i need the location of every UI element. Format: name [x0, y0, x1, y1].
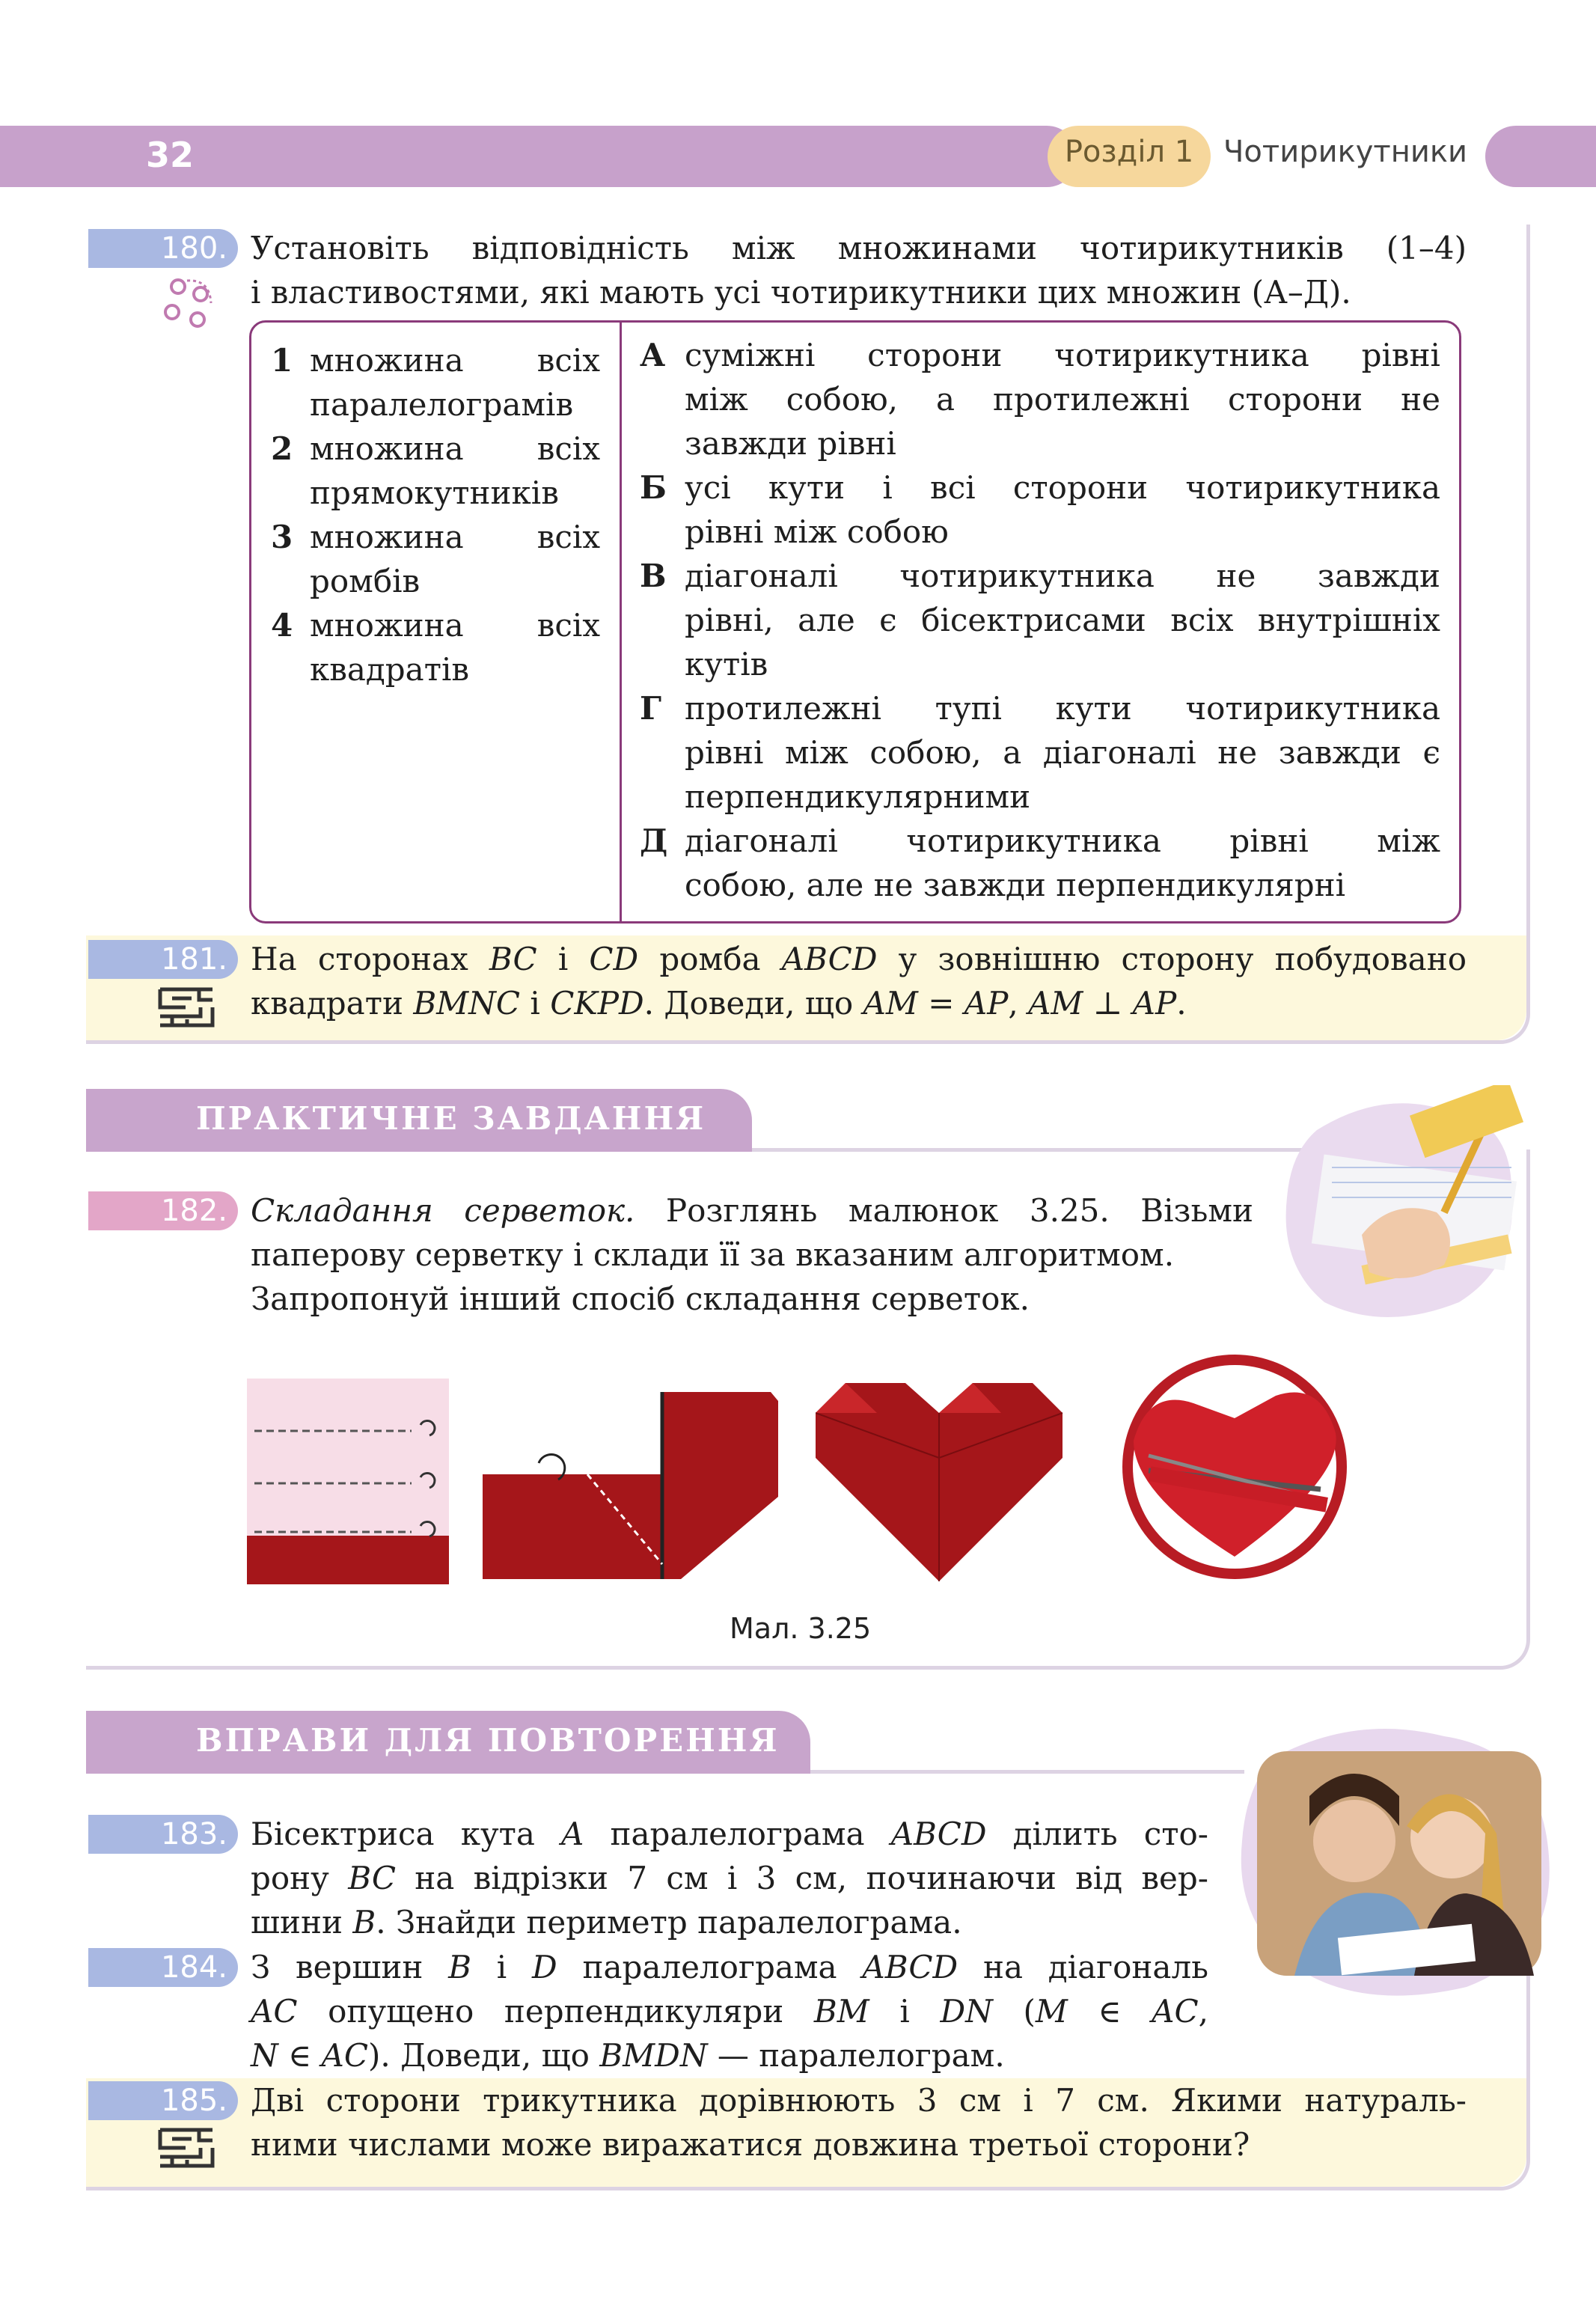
text-run: ). Доведи, що: [368, 2037, 600, 2074]
left-item-line: множина всіх: [310, 607, 600, 644]
right-item-line: між собою, а протилежні сторони не: [685, 381, 1440, 418]
text-run: — паралелограм.: [707, 2037, 1005, 2074]
matching-left-column: [271, 338, 600, 692]
text-run: Бісектриса кута: [251, 1816, 562, 1852]
text-run: ,: [1198, 1993, 1209, 2030]
task182-text: [251, 1188, 1253, 1321]
right-item-line: собою, але не завжди перпендикулярні: [685, 867, 1346, 903]
right-item-key: Д: [640, 822, 668, 859]
matching-right-column: [640, 333, 1440, 907]
right-item-line: рівні, але є бісектрисами всіх внутрішніх: [685, 602, 1440, 638]
right-item-line: рівні між собою: [685, 513, 949, 550]
maze-icon: [157, 985, 215, 1030]
group-work-icon: [157, 273, 220, 333]
right-item-line: діагоналі чотирикутника не завжди: [685, 558, 1440, 594]
left-item-line: множина всіх: [310, 342, 600, 379]
review-heading: ВПРАВИ ДЛЯ ПОВТОРЕННЯ: [196, 1722, 780, 1759]
text-run: . Знайди периметр паралелограма.: [376, 1904, 962, 1941]
right-item-line: суміжні сторони чотирикутника рівні: [685, 337, 1440, 373]
task181-text: [251, 937, 1467, 1025]
right-item-line: рівні між собою, а діагоналі не завжди є: [685, 734, 1440, 771]
math-ac: AC: [251, 1993, 298, 2030]
task183-text: [251, 1812, 1208, 1944]
task185-line1: Дві сторони трикутника дорівнюють 3 см і 7 см. Якими натураль-: [251, 2082, 1467, 2119]
text-run: квадрати: [251, 985, 414, 1022]
text-run: у зовнішню сторону побудовано: [877, 941, 1467, 977]
math-eq1: AM = AP: [863, 985, 1009, 1022]
left-item-line: ромбів: [310, 563, 421, 599]
left-item-line: паралелограмів: [310, 386, 574, 423]
task180-line1: Установіть відповідність між множинами чотирикутників (1–4): [251, 230, 1467, 266]
text-run: ділить сто-: [986, 1816, 1208, 1852]
napkin-heart-photo: [1119, 1351, 1351, 1583]
task182-line3: Запропонуй інший спосіб складання серветок.: [251, 1280, 1030, 1317]
task184-text: [251, 1945, 1208, 2078]
right-item-a: [640, 333, 1440, 465]
math-bmdn: BMDN: [599, 2037, 708, 2074]
task183-line3: [251, 1900, 1208, 1944]
task180-line2: і властивостями, які мають усі чотирикутники цих множин (А–Д).: [251, 274, 1351, 311]
math-abcd: ABCD: [890, 1816, 987, 1852]
math-a: A: [561, 1816, 584, 1852]
left-item-key: 2: [271, 430, 293, 467]
math-bc: BC: [348, 1860, 396, 1896]
left-item-line: множина всіх: [310, 519, 600, 555]
text-run: шини: [251, 1904, 353, 1941]
practical-heading: ПРАКТИЧНЕ ЗАВДАННЯ: [196, 1100, 706, 1137]
left-item-3: [271, 515, 600, 603]
task-number-183: 183.: [88, 1815, 238, 1854]
text-run: на діагональ: [958, 1949, 1208, 1985]
right-item-line: завжди рівні: [685, 425, 896, 462]
task183-line2: [251, 1856, 1208, 1900]
task184-line2: [251, 1989, 1208, 2033]
text-run: .: [1176, 985, 1187, 1022]
maze-icon: [157, 2125, 215, 2170]
text-run: паралелограма: [584, 1816, 891, 1852]
task185-text: [251, 2078, 1467, 2167]
math-d: D: [532, 1949, 557, 1985]
task-number-181: 181.: [88, 940, 238, 979]
students-photo: [1227, 1706, 1564, 2006]
right-item-line: перпендикулярними: [685, 778, 1031, 815]
right-item-v: [640, 554, 1440, 686]
napkin-step-1: [247, 1379, 449, 1584]
right-item-key: А: [640, 337, 666, 373]
task184-line1: [251, 1945, 1208, 1989]
text-run: Розглянь малюнок 3.25. Візьми: [635, 1192, 1253, 1229]
napkin-step-3: [816, 1383, 1066, 1581]
chapter-title: Чотирикутники: [1223, 135, 1468, 169]
text-run: і: [869, 1993, 941, 2030]
text-run: (: [992, 1993, 1036, 2030]
task-number-184: 184.: [88, 1948, 238, 1987]
math-n-in-ac: N ∈ AC: [251, 2037, 369, 2074]
left-item-line: квадратів: [310, 651, 470, 688]
task182-line1: [251, 1188, 1253, 1233]
text-run: на відрізки 7 см і 3 см, починаючи від вер-: [395, 1860, 1208, 1896]
left-item-1: [271, 338, 600, 427]
math-abcd: ABCD: [862, 1949, 958, 1985]
text-run: . Доведи, що: [643, 985, 863, 1022]
math-bc: BC: [489, 941, 537, 977]
text-run: ,: [1008, 985, 1029, 1022]
left-item-key: 1: [271, 342, 293, 379]
writing-hand-photo: [1272, 1085, 1526, 1325]
task-number-185: 185.: [88, 2081, 238, 2120]
task182-line2: паперову серветку і склади її за вказаним алгоритмом.: [251, 1236, 1175, 1273]
math-dn: DN: [940, 1993, 993, 2030]
napkin-step-2: [483, 1392, 778, 1579]
left-item-2: [271, 427, 600, 515]
right-item-line: діагоналі чотирикутника рівні між: [685, 822, 1440, 859]
text-run: опущено перпендикуляри: [297, 1993, 814, 2030]
task184-line3: [251, 2033, 1208, 2078]
task180-text: [251, 226, 1467, 314]
text-run: паралелограма: [557, 1949, 863, 1985]
text-run: і: [536, 941, 590, 977]
math-bm: BM: [813, 1993, 869, 2030]
text-run: На сторонах: [251, 941, 489, 977]
math-ckpd: CKPD: [550, 985, 644, 1022]
header-tail: [1485, 126, 1596, 187]
text-run: і: [520, 985, 551, 1022]
left-item-key: 4: [271, 607, 293, 644]
page-number: 32: [146, 135, 195, 175]
task183-line1: [251, 1812, 1208, 1856]
text-run: рону: [251, 1860, 349, 1896]
math-bmnc: BMNC: [413, 985, 521, 1022]
task182-title: Складання серветок.: [251, 1192, 635, 1229]
task-number-180: 180.: [88, 229, 238, 268]
math-eq2: AM ⊥ AP: [1028, 985, 1177, 1022]
right-item-key: Б: [640, 469, 667, 506]
left-item-key: 3: [271, 519, 293, 555]
task181-line1: [251, 937, 1467, 981]
math-abcd: ABCD: [781, 941, 878, 977]
task-number-182: 182.: [88, 1191, 238, 1230]
right-item-line: протилежні тупі кути чотирикутника: [685, 690, 1440, 727]
math-b: B: [448, 1949, 472, 1985]
figure-caption: Мал. 3.25: [730, 1612, 872, 1645]
text-run: і: [471, 1949, 533, 1985]
text-run: ромба: [638, 941, 782, 977]
left-item-line: множина всіх: [310, 430, 600, 467]
left-item-line: прямокутників: [310, 474, 559, 511]
right-item-d: [640, 819, 1440, 907]
math-m-in-ac: M ∈ AC: [1035, 1993, 1199, 2030]
text-run: З вершин: [251, 1949, 449, 1985]
matching-table-divider: [620, 320, 622, 924]
task185-line2: ними числами може виражатися довжина третьої сторони?: [251, 2126, 1250, 2163]
right-item-g: [640, 686, 1440, 819]
math-cd: CD: [589, 941, 639, 977]
right-item-b: [640, 465, 1440, 554]
right-item-key: В: [640, 558, 667, 594]
task181-line2: [251, 981, 1467, 1025]
right-item-key: Г: [640, 690, 661, 727]
math-b: B: [352, 1904, 376, 1941]
right-item-line: усі кути і всі сторони чотирикутника: [685, 469, 1440, 506]
left-item-4: [271, 603, 600, 692]
section-label: Розділ 1: [1064, 135, 1194, 169]
right-item-line: кутів: [685, 646, 768, 683]
